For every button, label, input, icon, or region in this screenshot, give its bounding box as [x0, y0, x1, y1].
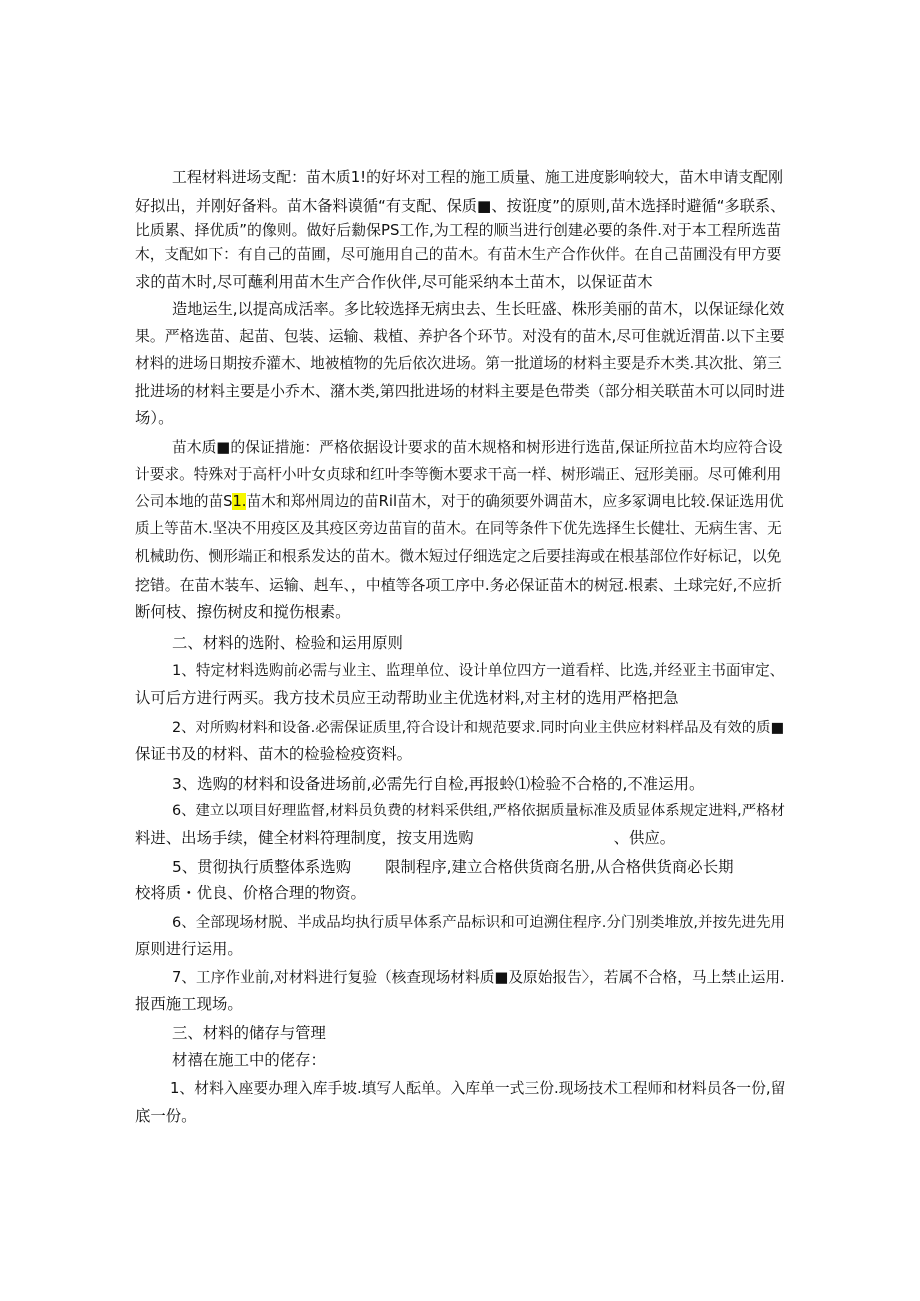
- text-line: 1、材料入座要办理入库手坡.填写人酝单。入库单一式三份.现场技术工程师和材料员各一份,留: [170, 1080, 786, 1097]
- text-line: 保证书及的材料、苗木的检验检疫资料。: [135, 745, 413, 763]
- text-line-split: [135, 827, 675, 851]
- text-line: 原则进行运用。: [135, 940, 243, 958]
- text-line: 3、选购的材料和设备进场前,必需先行自检,再报蛉⑴检验不合格的,不准运用。: [172, 775, 705, 793]
- text-line: 挖错。在苗木装车、运输、赳车、，中植等各项工序中.务必保证苗木的树冠.根素、土球完好,不应折: [135, 576, 783, 594]
- text-line: 2、对所购材料和设备.必需保证质里,符合设计和规范要求.同时向业主供应材料样品及有效的质■: [172, 720, 785, 736]
- text-line: 场）。: [135, 409, 174, 427]
- text-line: 7、工序作业前,对材料进行复验（核查现场材料质■及原始报告〉，若属不合格，马上禁止运用.: [172, 969, 785, 986]
- text-line: 校将质・优良、价格合理的物资。: [135, 884, 366, 902]
- text-line: 苗木质■的保证措施：严格依据设计要求的苗木规格和树形进行选苗,保证所拉苗木均应符合设: [172, 439, 783, 456]
- text-line: 比质累、择优质”的像则。做好后勬保PS工作,为工程的顺当进行创建必要的条件.对于本工程所选苗: [135, 221, 782, 239]
- text-line: 6、建立以项目好理监督,材料员负费的材料采供组,严格依据质量标准及质显体系规定进料,严格材: [172, 803, 785, 819]
- text-segment: 苗木和郑州周边的苗Ril苗木，对于的确须要外调苗木，应多冢调电比较.保证选用优: [246, 493, 784, 510]
- text-line: 计要求。特殊对于高杆小叶女贞球和红叶李等衡木要求干高一样、树形端正、冠形美丽。尽可傩利用: [135, 466, 782, 483]
- text-line: 好拟出，并刚好备料。苗木备料谟循“有支配、保质■、按诳度”的原则,苗木选择时避循“多联系、: [135, 197, 786, 215]
- highlighted-text: 1.: [232, 493, 247, 510]
- sub-heading: 材禧在施工中的佬存：: [172, 1051, 326, 1069]
- text-segment: 公司本地的苗S: [135, 493, 233, 510]
- text-line: 断何枝、擦伤树皮和搅伤根素。: [135, 603, 351, 621]
- text-line-with-highlight: [135, 491, 784, 515]
- text-segment: 、供应。: [613, 829, 676, 847]
- text-line: 认可后方进行两买。我方技术员应王动帮助业主优选材料,对主材的选用严格把急: [135, 689, 679, 707]
- text-segment: 限制程序,建立合格供货商名册,从合格供货商必长期: [385, 858, 734, 876]
- text-line: 造地运生,以提高成活率。多比较选择无病虫去、生长旺盛、株形美丽的苗木，以保证绿化效: [172, 300, 785, 318]
- text-segment: 料进、出场手续，健全材料符理制度，按支用选购: [135, 829, 474, 847]
- text-line: 批进场的材料主要是小乔木、潴木类,第四批进场的材料主要是色带类（部分相关联苗木可以同时进: [135, 382, 785, 400]
- text-line: 1、特定材料选购前必需与业主、监理单位、设计单位四方一道看样、比选,并经亚主书面审定、: [172, 662, 785, 679]
- text-line: 机械助伤、恻形端正和根系发达的苗木。微木短过仔细选定之后要挂海或在根基部位作好标记，以免: [135, 548, 782, 565]
- text-line: 求的苗木时,尽可蘸利用苗木生产合作伙伴,尽可能采纳本土苗木，以保证苗木: [135, 273, 653, 291]
- text-line: 报西施工现场。: [135, 995, 243, 1013]
- text-line: 6、全部现场材脱、半成品均执行质早体系产品标识和可迫溯住程序.分门别类堆放,并按先进先用: [172, 915, 785, 931]
- text-line: 材料的进场日期按乔灌木、地被植物的先后依次进场。第一批道场的材料主要是乔木类.其次批、第三: [135, 355, 782, 372]
- text-line: 木，支配如下：有自己的苗圃，尽可施用自己的苗木。有苗木生产合作伙伴。在自己苗圃没有甲方要: [135, 246, 782, 263]
- text-line: 果。严格选苗、起苗、包装、运输、栽植、养护各个环节。对没有的苗木,尽可隹就近渭苗.以下主要: [135, 327, 785, 345]
- text-line: 质上等苗木.坚决不用疫区及其疫区旁边苗盲的苗木。在同等条件下优先选择生长健壮、无病生害、无: [135, 520, 782, 537]
- text-line: 工程材料进场支配：苗木质1!的好坏对工程的施工质量、施工进度影响较大，苗木申请支配刚: [172, 168, 784, 186]
- text-segment: 5、贯彻执行质整体系选购: [172, 858, 352, 876]
- text-line-split: [172, 856, 733, 880]
- text-line: 底一份。: [135, 1107, 197, 1125]
- section-heading: 三、材料的储存与管理: [172, 1024, 326, 1042]
- section-heading: 二、材料的选附、检验和运用原则: [172, 634, 403, 652]
